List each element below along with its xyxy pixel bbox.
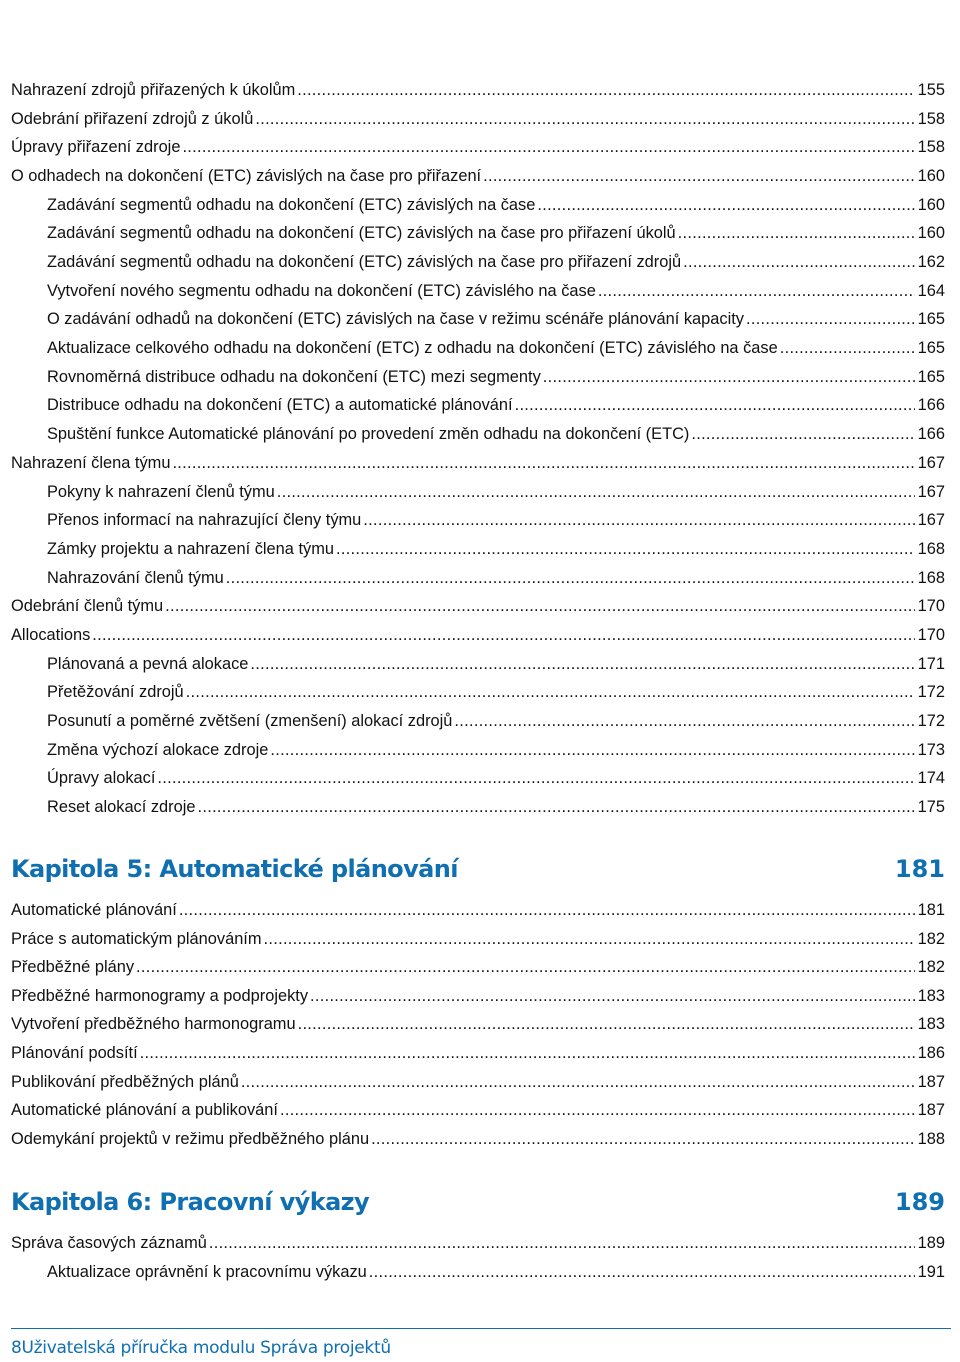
dot-leader (196, 795, 915, 819)
dot-leader (308, 984, 915, 1008)
toc-entry-page-number[interactable]: 165 (916, 307, 945, 331)
toc-entry[interactable] (0, 652, 960, 676)
toc-entry-title[interactable]: Rovnoměrná distribuce odhadu na dokončení (ETC) mezi segmenty (47, 367, 541, 386)
toc-entry-page-number[interactable]: 188 (916, 1127, 945, 1151)
toc-entry[interactable] (0, 250, 960, 274)
toc-entry-title-wrap (47, 795, 915, 819)
toc-entry-page-number[interactable]: 187 (916, 1098, 945, 1122)
toc-entry[interactable] (0, 984, 960, 1008)
toc-entry-title[interactable]: Přenos informací na nahrazující členy týmu (47, 511, 362, 530)
toc-entry[interactable] (0, 508, 960, 532)
toc-entry[interactable] (0, 795, 960, 819)
dot-leader (676, 221, 915, 245)
toc-entry-title[interactable]: O zadávání odhadů na dokončení (ETC) závislých na čase v režimu scénáře plánování kapacity (47, 310, 744, 329)
toc-entry-page-number[interactable]: 166 (916, 393, 945, 417)
toc-entry-title[interactable]: Úpravy přiřazení zdroje (11, 138, 181, 157)
toc-entry-page-number[interactable]: 189 (916, 1231, 945, 1255)
toc-entry-title-wrap (11, 1070, 915, 1094)
toc-entry-title[interactable]: O odhadech na dokončení (ETC) závislých na čase pro přiřazení (11, 167, 482, 186)
toc-entry-title-wrap (47, 221, 915, 245)
toc-entry-title-wrap (11, 898, 915, 922)
dot-leader (177, 898, 915, 922)
chapter-6-title[interactable]: Kapitola 6: Pracovní výkazy (11, 1188, 370, 1216)
toc-entry-title-wrap (47, 680, 915, 704)
dot-leader (275, 480, 915, 504)
toc-entry-title-wrap (47, 393, 915, 417)
toc-entry-page-number[interactable]: 165 (916, 336, 945, 360)
dot-leader (224, 566, 915, 590)
dot-leader (248, 652, 915, 676)
toc-entry-page-number[interactable]: 160 (916, 164, 945, 188)
toc-entry-title[interactable]: Práce s automatickým plánováním (11, 929, 262, 948)
toc-entry-title-wrap (47, 738, 915, 762)
toc-entry-title[interactable]: Nahrazení člena týmu (11, 453, 171, 472)
toc-entry[interactable] (0, 1260, 960, 1284)
toc-entry[interactable] (0, 955, 960, 979)
toc-entry-page-number[interactable]: 167 (916, 508, 945, 532)
toc-entry-page-number[interactable]: 174 (916, 766, 945, 790)
toc-entry[interactable] (0, 623, 960, 647)
dot-leader (296, 1012, 915, 1036)
dot-leader (163, 594, 915, 618)
toc-entry-title-wrap (47, 480, 915, 504)
toc-entry-title-wrap (47, 652, 915, 676)
page-footer (11, 1328, 951, 1362)
toc-entry-title-wrap (47, 307, 915, 331)
dot-leader (361, 508, 915, 532)
dot-leader (452, 709, 915, 733)
toc-entry-title-wrap (47, 279, 915, 303)
toc-entry-title[interactable]: Odebrání přiřazení zdrojů z úkolů (11, 109, 254, 128)
toc-entry[interactable] (0, 164, 960, 188)
dot-leader (513, 393, 915, 417)
toc-entry-title[interactable]: Plánování podsítí (11, 1044, 138, 1062)
dot-leader (367, 1260, 915, 1284)
dot-leader (681, 250, 915, 274)
toc-entry[interactable] (0, 107, 960, 131)
toc-entry[interactable] (0, 193, 960, 217)
toc-entry-page-number[interactable]: 170 (916, 594, 945, 618)
toc-entry-page-number[interactable]: 164 (916, 279, 945, 303)
toc-entry[interactable] (0, 279, 960, 303)
toc-entry-title-wrap (11, 955, 915, 979)
toc-entry-title[interactable]: Plánovaná a pevná alokace (47, 654, 249, 673)
toc-entry-page-number[interactable]: 186 (916, 1041, 945, 1065)
toc-entry-page-number[interactable]: 165 (916, 365, 945, 389)
footer-text: 8Uživatelská příručka modulu Správa projektů (11, 1338, 391, 1358)
toc-entry-title[interactable]: Zadávání segmentů odhadu na dokončení (ETC) závislých na čase pro přiřazení zdrojů (47, 253, 682, 272)
toc-entry-title-wrap (47, 336, 915, 360)
dot-leader (369, 1127, 915, 1151)
toc-entry[interactable] (0, 221, 960, 245)
toc-entry-page-number[interactable]: 182 (916, 927, 945, 951)
toc-entry-title[interactable]: Zadávání segmentů odhadu na dokončení (ETC) závislých na čase (47, 195, 536, 214)
toc-entry-title[interactable]: Nahrazení zdrojů přiřazených k úkolům (11, 81, 296, 99)
toc-entry-title-wrap (47, 766, 915, 790)
toc-entry-title[interactable]: Předběžné harmonogramy a podprojekty (11, 986, 309, 1005)
toc-entry-title-wrap (11, 1098, 915, 1122)
toc-entry-page-number[interactable]: 166 (916, 422, 945, 446)
chapter-6-page-number[interactable]: 189 (894, 1188, 945, 1216)
toc-entry[interactable] (0, 898, 960, 922)
dot-leader (253, 107, 915, 131)
toc-entry-page-number[interactable]: 167 (916, 480, 945, 504)
dot-leader (596, 279, 915, 303)
dot-leader (295, 78, 915, 102)
dot-leader (268, 738, 915, 762)
toc-entry-title-wrap (47, 365, 915, 389)
toc-entry-title[interactable]: Vytvoření předběžného harmonogramu (11, 1015, 296, 1034)
toc-entry-title-wrap (47, 709, 915, 733)
toc-entry[interactable] (0, 393, 960, 417)
toc-entry-title[interactable]: Vytvoření nového segmentu odhadu na dokončení (ETC) závislého na čase (47, 281, 596, 300)
toc-entry-page-number[interactable]: 172 (916, 709, 945, 733)
toc-entry-page-number[interactable]: 167 (916, 451, 945, 475)
toc-entry[interactable] (0, 1127, 960, 1151)
toc-entry-page-number[interactable]: 187 (916, 1070, 945, 1094)
dot-leader (138, 1041, 915, 1065)
toc-entry[interactable] (0, 336, 960, 360)
toc-entry-title-wrap (47, 193, 915, 217)
toc-entry-title[interactable]: Předběžné plány (11, 958, 135, 977)
toc-entry-page-number[interactable]: 168 (916, 537, 945, 561)
toc-entry-page-number[interactable]: 171 (916, 652, 945, 676)
toc-entry[interactable] (0, 1012, 960, 1036)
dot-leader (134, 955, 915, 979)
toc-entry-title-wrap (11, 451, 915, 475)
toc-entry-title-wrap (11, 135, 915, 159)
toc-entry[interactable] (0, 365, 960, 389)
toc-entry-page-number[interactable]: 168 (916, 566, 945, 590)
toc-entry[interactable] (0, 307, 960, 331)
toc-entry-title[interactable]: Reset alokací zdroje (47, 798, 196, 816)
toc-entry-page-number[interactable]: 162 (916, 250, 945, 274)
toc-entry-page-number[interactable]: 155 (916, 78, 945, 102)
dot-leader (334, 537, 915, 561)
toc-entry-page-number[interactable]: 182 (916, 955, 945, 979)
toc-entry[interactable] (0, 451, 960, 475)
toc-entry-page-number[interactable]: 173 (916, 738, 945, 762)
toc-entry-title-wrap (47, 1260, 915, 1284)
toc-entry-page-number[interactable]: 175 (916, 795, 945, 819)
toc-entry-title[interactable]: Odebrání členů týmu (11, 597, 164, 616)
footer-rule (11, 1328, 951, 1329)
toc-entry-title[interactable]: Allocations (11, 625, 91, 644)
toc-entry[interactable] (0, 738, 960, 762)
dot-leader (180, 135, 915, 159)
toc-entry-title[interactable]: Nahrazování členů týmu (47, 568, 224, 587)
toc-entry-page-number[interactable]: 160 (916, 193, 945, 217)
toc-entry-title-wrap (47, 508, 915, 532)
toc-entry-title-wrap (47, 250, 915, 274)
toc-entry-title[interactable]: Automatické plánování a publikování (11, 1101, 278, 1120)
chapter-6-heading[interactable] (0, 1182, 960, 1222)
toc-entry-title[interactable]: Změna výchozí alokace zdroje (47, 740, 269, 759)
toc-entry-title-wrap (11, 594, 915, 618)
dot-leader (155, 766, 915, 790)
toc-entry[interactable] (0, 1070, 960, 1094)
toc-entry-title[interactable]: Přetěžování zdrojů (47, 683, 184, 702)
toc-entry-page-number[interactable]: 183 (916, 984, 945, 1008)
toc-entry-title-wrap (11, 1041, 915, 1065)
toc-entry-title[interactable]: Distribuce odhadu na dokončení (ETC) a automatické plánování (47, 396, 513, 415)
toc-entry-page-number[interactable]: 172 (916, 680, 945, 704)
toc-entry-page-number[interactable]: 183 (916, 1012, 945, 1036)
toc-entry[interactable] (0, 422, 960, 446)
dot-leader (170, 451, 915, 475)
dot-leader (184, 680, 915, 704)
toc-entry-title-wrap (11, 164, 915, 188)
toc-entry[interactable] (0, 709, 960, 733)
toc-entry[interactable] (0, 566, 960, 590)
toc-entry[interactable] (0, 680, 960, 704)
toc-entry-title-wrap (11, 927, 915, 951)
dot-leader (778, 336, 915, 360)
toc-entry-title[interactable]: Aktualizace oprávnění k pracovnímu výkazu (47, 1262, 367, 1281)
toc-entry[interactable] (0, 927, 960, 951)
dot-leader (239, 1070, 915, 1094)
toc-entry-page-number[interactable]: 158 (916, 135, 945, 159)
toc-entry-page-number[interactable]: 158 (916, 107, 945, 131)
toc-entry-title-wrap (11, 107, 915, 131)
toc-entry-title-wrap (11, 1127, 915, 1151)
chapter-5-heading[interactable] (0, 849, 960, 889)
toc-entry-page-number[interactable]: 181 (916, 898, 945, 922)
toc-entry-title[interactable]: Úpravy alokací (47, 769, 156, 788)
toc-entry-title-wrap (47, 566, 915, 590)
toc-entry-title[interactable]: Posunutí a poměrné zvětšení (zmenšení) alokací zdrojů (47, 711, 453, 730)
toc-entry-title[interactable]: Zámky projektu a nahrazení člena týmu (47, 539, 334, 558)
chapter-5-title[interactable]: Kapitola 5: Automatické plánování (11, 855, 458, 883)
dot-leader (278, 1098, 915, 1122)
toc-entry[interactable] (0, 135, 960, 159)
toc-entry-page-number[interactable]: 191 (916, 1260, 945, 1284)
dot-leader (535, 193, 915, 217)
toc-entry-title-wrap (11, 1012, 915, 1036)
toc-entry-title-wrap (47, 537, 915, 561)
toc-entry-title-wrap (11, 78, 915, 102)
dot-leader (541, 365, 915, 389)
toc-entry-title[interactable]: Pokyny k nahrazení členů týmu (47, 482, 275, 501)
dot-leader (262, 927, 915, 951)
toc-entry-title-wrap (47, 422, 915, 446)
toc-entry[interactable] (0, 480, 960, 504)
toc-entry-title-wrap (11, 1231, 915, 1255)
toc-entry-title[interactable]: Odemykání projektů v režimu předběžného plánu (11, 1129, 370, 1148)
toc-entry-title[interactable]: Spuštění funkce Automatické plánování po provedení změn odhadu na dokončení (ETC) (47, 425, 690, 444)
dot-leader (90, 623, 915, 647)
toc-entry[interactable] (0, 1231, 960, 1255)
toc-entry[interactable] (0, 594, 960, 618)
dot-leader (207, 1231, 915, 1255)
toc-entry[interactable] (0, 1098, 960, 1122)
dot-leader (689, 422, 915, 446)
toc-entry-title[interactable]: Správa časových záznamů (11, 1234, 207, 1252)
dot-leader (744, 307, 915, 331)
toc-entry-title-wrap (11, 984, 915, 1008)
toc-entry-page-number[interactable]: 170 (916, 623, 945, 647)
toc-entry-title[interactable]: Zadávání segmentů odhadu na dokončení (ETC) závislých na čase pro přiřazení úkolů (47, 224, 676, 243)
toc-entry[interactable] (0, 1041, 960, 1065)
toc-entry-page-number[interactable]: 160 (916, 221, 945, 245)
dot-leader (481, 164, 915, 188)
toc-entry[interactable] (0, 537, 960, 561)
toc-entry[interactable] (0, 78, 960, 102)
toc-entry-title[interactable]: Aktualizace celkového odhadu na dokončení (ETC) z odhadu na dokončení (ETC) závislého na čase (47, 339, 778, 358)
chapter-5-page-number[interactable]: 181 (894, 855, 945, 883)
toc-entry-title-wrap (11, 623, 915, 647)
toc-entry-title[interactable]: Publikování předběžných plánů (11, 1072, 239, 1091)
toc-entry-title[interactable]: Automatické plánování (11, 901, 177, 919)
toc-entry[interactable] (0, 766, 960, 790)
